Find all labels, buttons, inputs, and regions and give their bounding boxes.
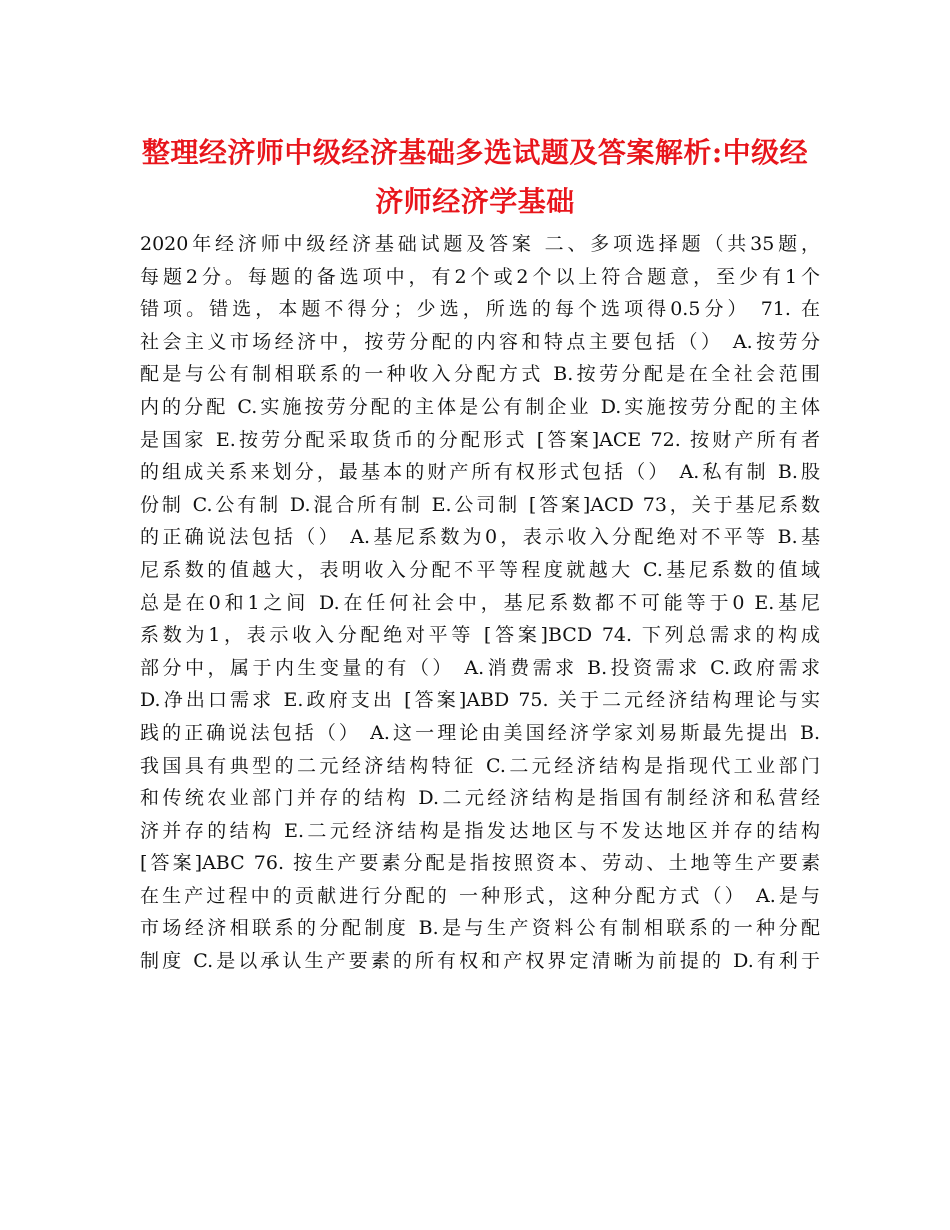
document-title <box>100 128 850 226</box>
body-line: 每题2分。每题的备选项中，有2个或2个以上符合题意，至少有1个 <box>140 265 820 288</box>
body-line: 部分中，属于内生变量的有（） A.消费需求 B.投资需求 C.政府需求 <box>140 656 820 679</box>
body-line: 尼系数的值越大，表明收入分配不平等程度就越大 C.基尼系数的值域 <box>140 558 820 581</box>
body-line: 配是与公有制相联系的一种收入分配方式 B.按劳分配是在全社会范围 <box>140 363 820 386</box>
body-line: D.净出口需求 E.政府支出 [答案]ABD 75. 关于二元经济结构理论与实 <box>140 689 820 712</box>
body-line: 我国具有典型的二元经济结构特征 C.二元经济结构是指现代工业部门 <box>140 754 820 777</box>
body-line: 是国家 E.按劳分配采取货币的分配形式 [答案]ACE 72. 按财产所有者 <box>140 428 820 451</box>
body-line: 总是在0和1之间 D.在任何社会中，基尼系数都不可能等于0 E.基尼 <box>140 591 820 614</box>
body-line: 制度 C.是以承认生产要素的所有权和产权界定清晰为前提的 D.有利于 <box>140 950 820 973</box>
body-line: 内的分配 C.实施按劳分配的主体是公有制企业 D.实施按劳分配的主体 <box>140 395 820 418</box>
body-line: 系数为1，表示收入分配绝对平等 [答案]BCD 74. 下列总需求的构成 <box>140 624 820 647</box>
body-line: 的组成关系来划分，最基本的财产所有权形式包括（） A.私有制 B.股 <box>140 461 820 484</box>
body-line: 在生产过程中的贡献进行分配的 一种形式，这种分配方式（） A.是与 <box>140 884 820 907</box>
title-line-2: 济师经济学基础 <box>375 185 575 218</box>
body-line: 份制 C.公有制 D.混合所有制 E.公司制 [答案]ACD 73，关于基尼系数 <box>140 493 820 516</box>
title-line-1: 整理经济师中级经济基础多选试题及答案解析:中级经 <box>141 136 809 169</box>
body-line: 和传统农业部门并存的结构 D.二元经济结构是指国有制经济和私营经 <box>140 787 820 810</box>
body-line: 2020年经济师中级经济基础试题及答案 二、多项选择题（共35题， <box>140 233 820 255</box>
body-line: 济并存的结构 E.二元经济结构是指发达地区与不发达地区并存的结构 <box>140 819 820 842</box>
body-line: [答案]ABC 76. 按生产要素分配是指按照资本、劳动、土地等生产要素 <box>140 852 820 875</box>
body-line: 社会主义市场经济中，按劳分配的内容和特点主要包括（） A.按劳分 <box>140 330 820 353</box>
document-body <box>140 228 820 978</box>
body-line: 市场经济相联系的分配制度 B.是与生产资料公有制相联系的一种分配 <box>140 917 820 940</box>
body-line: 践的正确说法包括（） A.这一理论由美国经济学家刘易斯最先提出 B. <box>140 721 820 744</box>
body-line: 的正确说法包括（） A.基尼系数为0，表示收入分配绝对不平等 B.基 <box>140 526 820 549</box>
body-line: 错项。错选，本题不得分；少选，所选的每个选项得0.5分） 71. 在 <box>140 298 820 321</box>
